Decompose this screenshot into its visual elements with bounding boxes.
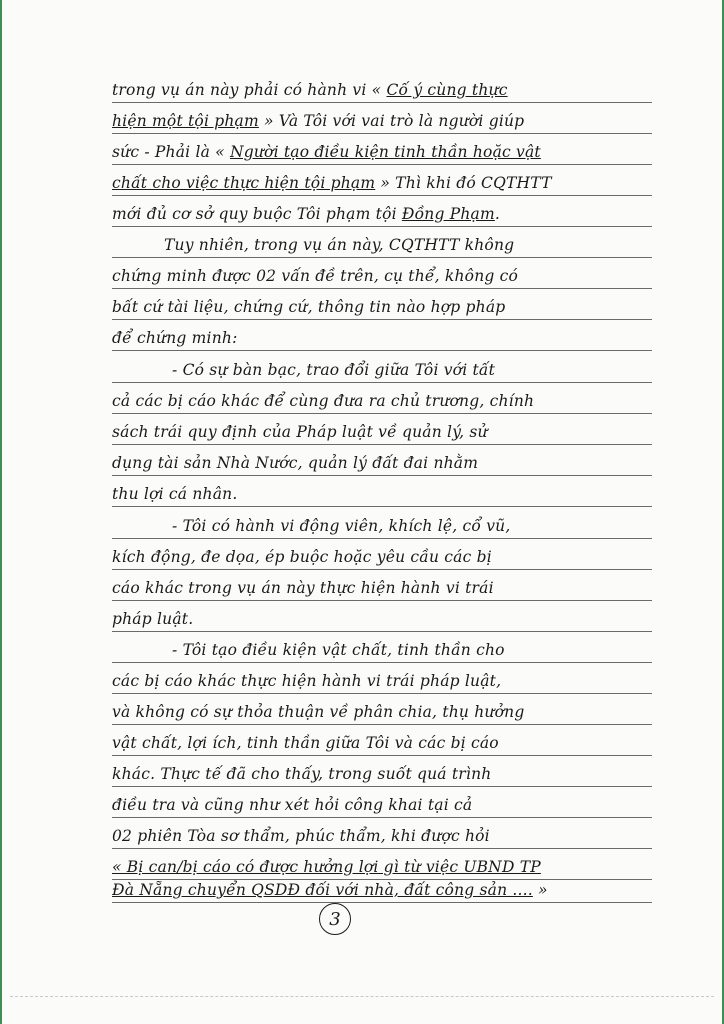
text-line-3: sức - Phải là « Người tạo điều kiện tinh thần hoặc vật: [112, 134, 652, 165]
text-line-2: hiện một tội phạm » Và Tôi với vai trò là người giúp: [112, 103, 652, 134]
text-line-27: Đà Nẵng chuyển QSDĐ đối với nhà, đất công sản .... »: [112, 872, 652, 903]
page-number: 3: [319, 903, 351, 935]
text-line-19: - Tôi tạo điều kiện vật chất, tinh thần cho: [112, 632, 652, 663]
text-line-21: và không có sự thỏa thuận về phân chia, thụ hưởng: [112, 694, 652, 725]
text-line-18: pháp luật.: [112, 601, 652, 632]
text-line-15: - Tôi có hành vi động viên, khích lệ, cổ vũ,: [112, 508, 652, 539]
text-line-22: vật chất, lợi ích, tinh thần giữa Tôi và các bị cáo: [112, 725, 652, 756]
text-line-5: mới đủ cơ sở quy buộc Tôi phạm tội Đồng Phạm.: [112, 196, 652, 227]
text-line-17: cáo khác trong vụ án này thực hiện hành vi trái: [112, 570, 652, 601]
bottom-rule: [10, 996, 714, 997]
text-line-1: trong vụ án này phải có hành vi « Cố ý cùng thực: [112, 72, 652, 103]
text-line-11: cả các bị cáo khác để cùng đưa ra chủ trương, chính: [112, 383, 652, 414]
text-line-24: điều tra và cũng như xét hỏi công khai tại cả: [112, 787, 652, 818]
scan-edge-left: [0, 0, 2, 1024]
text-line-4: chất cho việc thực hiện tội phạm » Thì khi đó CQTHTT: [112, 165, 652, 196]
text-line-9: để chứng minh:: [112, 320, 652, 351]
text-line-8: bất cứ tài liệu, chứng cứ, thông tin nào hợp pháp: [112, 289, 652, 320]
text-line-6: Tuy nhiên, trong vụ án này, CQTHTT không: [112, 227, 652, 258]
text-line-13: dụng tài sản Nhà Nước, quản lý đất đai nhằm: [112, 445, 652, 476]
text-line-26: « Bị can/bị cáo có được hưởng lợi gì từ việc UBND TP: [112, 849, 652, 880]
text-line-10: - Có sự bàn bạc, trao đổi giữa Tôi với tất: [112, 352, 652, 383]
text-line-14: thu lợi cá nhân.: [112, 476, 652, 507]
text-line-23: khác. Thực tế đã cho thấy, trong suốt quá trình: [112, 756, 652, 787]
text-line-16: kích động, đe dọa, ép buộc hoặc yêu cầu các bị: [112, 539, 652, 570]
text-line-20: các bị cáo khác thực hiện hành vi trái pháp luật,: [112, 663, 652, 694]
text-line-12: sách trái quy định của Pháp luật về quản lý, sử: [112, 414, 652, 445]
text-line-25: 02 phiên Tòa sơ thẩm, phúc thẩm, khi được hỏi: [112, 818, 652, 849]
text-line-7: chứng minh được 02 vấn đề trên, cụ thể, không có: [112, 258, 652, 289]
